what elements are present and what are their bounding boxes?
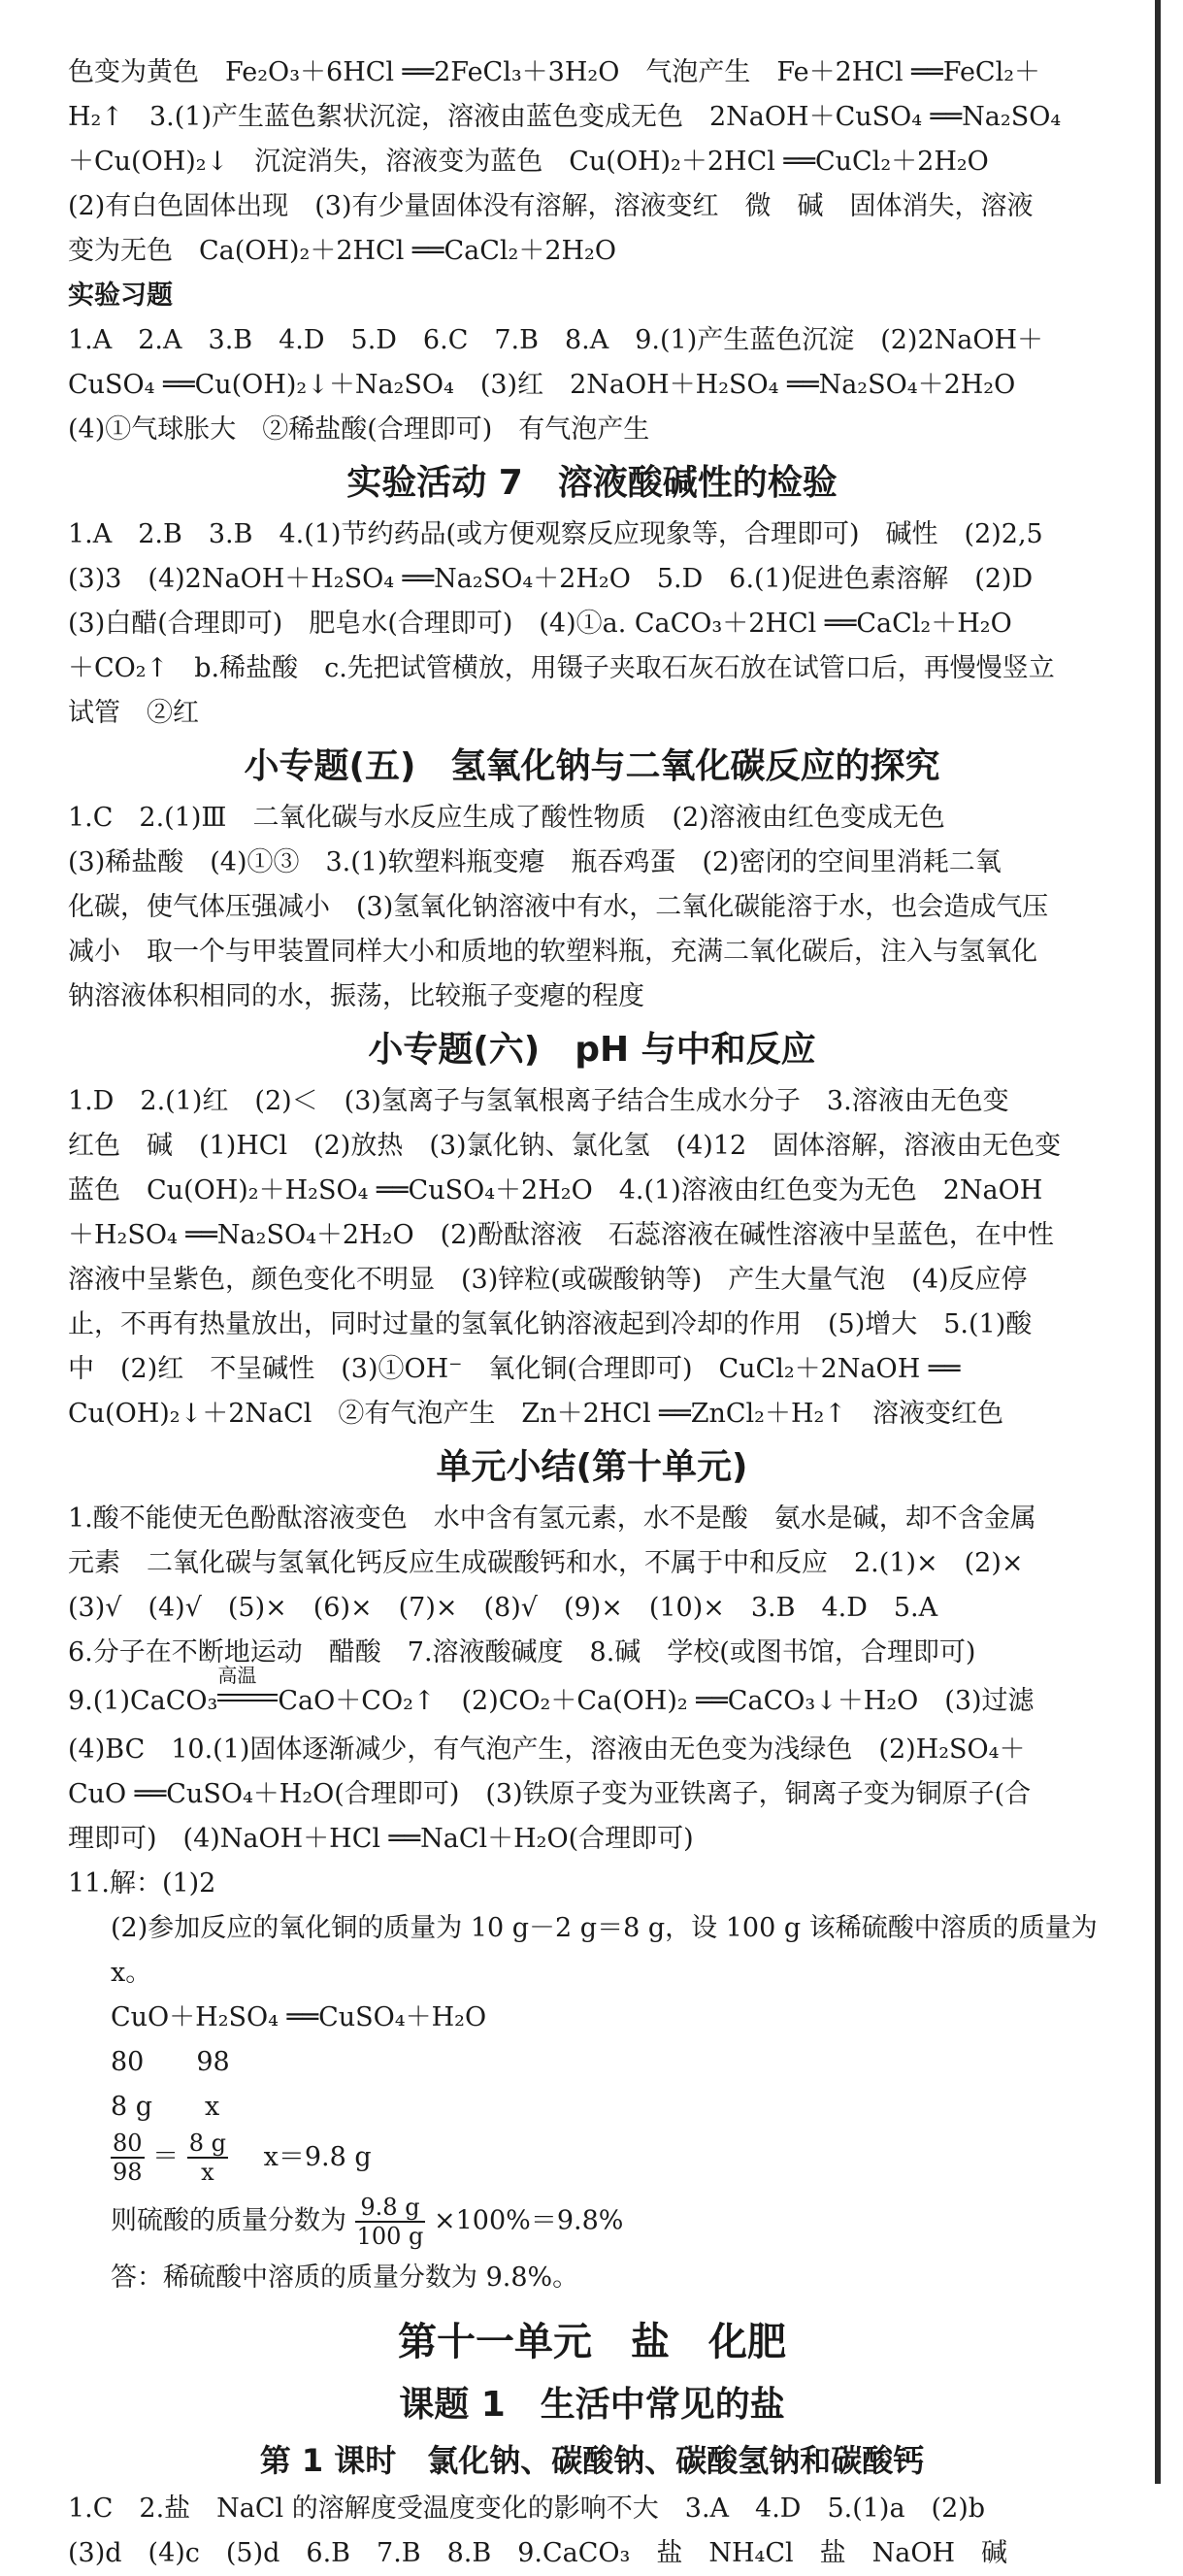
text-line: (4)①气球胀大 ②稀盐酸(合理即可) 有气泡产生 bbox=[68, 414, 650, 445]
mass-fraction-prefix: 则硫酸的质量分数为 bbox=[111, 2205, 346, 2236]
molar-mass-line: 80 98 bbox=[111, 2047, 230, 2077]
mass-line: 8 g x bbox=[111, 2092, 220, 2122]
text-line: (3)d (4)c (5)d 6.B 7.B 8.B 9.CaCO₃ 盐 NH₄Cl 盐 NaOH 碱 bbox=[68, 2538, 1008, 2568]
text-line: H₂↑ 3.(1)产生蓝色絮状沉淀，溶液由蓝色变成无色 2NaOH＋CuSO₄ ══Na₂SO₄ bbox=[68, 102, 1062, 132]
text-line: (3)3 (4)2NaOH＋H₂SO₄ ══Na₂SO₄＋2H₂O 5.D 6.(1)促进色素溶解 (2)D bbox=[68, 564, 1034, 594]
text-line: CuO ══CuSO₄＋H₂O(合理即可) (3)铁原子变为亚铁离子，铜离子变为铜原子(合 bbox=[68, 1779, 1032, 1809]
top-continuation-block bbox=[68, 50, 1116, 274]
fraction bbox=[355, 2194, 426, 2250]
text-line: 止，不再有热量放出，同时过量的氢氧化钠溶液起到冷却的作用 (5)增大 5.(1)酸 bbox=[68, 1309, 1033, 1339]
text-line: (2)参加反应的氧化铜的质量为 10 g－2 g＝8 g，设 100 g 该稀硫酸中溶质的质量为 bbox=[111, 1913, 1098, 1943]
equation-line: CuO＋H₂SO₄ ══CuSO₄＋H₂O bbox=[111, 2002, 487, 2032]
result-text: x＝9.8 g bbox=[263, 2141, 372, 2172]
text-line: 减小 取一个与甲装置同样大小和质地的软塑料瓶，充满二氧化碳后，注入与氢氧化 bbox=[68, 937, 1037, 967]
experiment-exercises-title: 实验习题 bbox=[68, 281, 173, 311]
text-line: 变为无色 Ca(OH)₂＋2HCl ══CaCl₂＋2H₂O bbox=[68, 236, 616, 266]
unit-heading: 第十一单元 盐 化肥 bbox=[398, 2320, 786, 2364]
fraction-numerator: 9.8 g bbox=[355, 2194, 426, 2223]
page-edge-shadow bbox=[1155, 0, 1161, 2484]
unit-summary-block bbox=[68, 1497, 1116, 1862]
text-line: ＋H₂SO₄ ══Na₂SO₄＋2H₂O (2)酚酞溶液 石蕊溶液在碱性溶液中呈蓝色，在中性 bbox=[68, 1220, 1054, 1250]
text-line: ＋CO₂↑ b.稀盐酸 c.先把试管横放，用镊子夹取石灰石放在试管口后，再慢慢竖立 bbox=[68, 653, 1055, 683]
text-line: Cu(OH)₂↓＋2NaCl ②有气泡产生 Zn＋2HCl ══ZnCl₂＋H₂↑ 溶液变红色 bbox=[68, 1399, 1003, 1429]
text-line: 理即可) (4)NaOH＋HCl ══NaCl＋H₂O(合理即可) bbox=[68, 1824, 694, 1854]
text-line: 蓝色 Cu(OH)₂＋H₂SO₄ ══CuSO₄＋2H₂O 4.(1)溶液由红色变为无色 2NaOH bbox=[68, 1175, 1043, 1205]
question-11-solution bbox=[68, 1862, 1116, 2300]
fraction-denominator: 100 g bbox=[356, 2223, 424, 2250]
answer-line: 答：稀硫酸中溶质的质量分数为 9.8%。 bbox=[111, 2262, 579, 2293]
text-line: 6.分子在不断地运动 醋酸 7.溶液酸碱度 8.碱 学校(或图书馆，合理即可) bbox=[68, 1637, 976, 1668]
text-line-with-condition bbox=[68, 1664, 1116, 1728]
text-line: 色变为黄色 Fe₂O₃＋6HCl ══2FeCl₃＋3H₂O 气泡产生 Fe＋2HCl ══FeCl₂＋ bbox=[68, 57, 1041, 87]
text-line: (3)稀盐酸 (4)①③ 3.(1)软塑料瓶变瘪 瓶吞鸡蛋 (2)密闭的空间里消耗二氧 bbox=[68, 847, 1002, 877]
equation-rest: CaO＋CO₂↑ (2)CO₂＋Ca(OH)₂ ══CaCO₃↓＋H₂O (3)过滤 bbox=[278, 1686, 1035, 1716]
text-line: 中 (2)红 不呈碱性 (3)①OH⁻ 氧化铜(合理即可) CuCl₂＋2NaOH ══ bbox=[68, 1354, 961, 1384]
text-line: 1.C 2.(1)Ⅲ 二氧化碳与水反应生成了酸性物质 (2)溶液由红色变成无色 bbox=[68, 803, 945, 833]
period-heading: 第 1 课时 氯化钠、碳酸钠、碳酸氢钠和碳酸钙 bbox=[259, 2442, 925, 2479]
text-line: (2)有白色固体出现 (3)有少量固体没有溶解，溶液变红 微 碱 固体消失，溶液 bbox=[68, 191, 1034, 221]
lesson-1-block bbox=[68, 2487, 1116, 2576]
section-heading-activity-7: 实验活动 7 溶液酸碱性的检验 bbox=[346, 463, 838, 503]
equals-bar bbox=[217, 1694, 278, 1701]
topic-5-block bbox=[68, 796, 1116, 1019]
fraction-numerator: 80 bbox=[113, 2130, 143, 2157]
result-text: ×100%＝9.8% bbox=[434, 2205, 624, 2236]
text-line: 1.酸不能使无色酚酞溶液变色 水中含有氢元素，水不是酸 氨水是碱，却不含金属 bbox=[68, 1503, 1036, 1534]
equation-start: 9.(1)CaCO₃ bbox=[68, 1686, 218, 1716]
text-line: 1.A 2.A 3.B 4.D 5.D 6.C 7.B 8.A 9.(1)产生蓝色沉淀 (2)2NaOH＋ bbox=[68, 325, 1044, 355]
lesson-heading: 课题 1 生活中常见的盐 bbox=[399, 2385, 785, 2425]
text-line: 溶液中呈紫色，颜色变化不明显 (3)锌粒(或碳酸钠等) 产生大量气泡 (4)反应停 bbox=[68, 1265, 1028, 1295]
fraction-denominator: x bbox=[201, 2159, 214, 2186]
text-line: CuSO₄ ══Cu(OH)₂↓＋Na₂SO₄ (3)红 2NaOH＋H₂SO₄ ══Na₂SO₄＋2H₂O bbox=[68, 370, 1016, 400]
proportion-line bbox=[68, 2130, 1116, 2186]
text-line: 钠溶液体积相同的水，振荡，比较瓶子变瘪的程度 bbox=[68, 981, 644, 1011]
text-line: x。 bbox=[111, 1958, 152, 1988]
fraction-denominator: 98 bbox=[113, 2159, 143, 2186]
text-line: 1.A 2.B 3.B 4.(1)节约药品(或方便观察反应现象等，合理即可) 碱性 (2)2,5 bbox=[68, 519, 1043, 549]
text-line: 1.C 2.盐 NaCl 的溶解度受温度变化的影响不大 3.A 4.D 5.(1)a (2)b bbox=[68, 2493, 986, 2524]
text-line: 11.解：(1)2 bbox=[68, 1868, 216, 1899]
answer-content bbox=[68, 50, 1116, 2576]
text-line: 化碳，使气体压强减小 (3)氢氧化钠溶液中有水，二氧化碳能溶于水，也会造成气压 bbox=[68, 892, 1049, 922]
section-heading-unit-summary: 单元小结(第十单元) bbox=[436, 1447, 748, 1487]
reaction-condition-arrow bbox=[217, 1664, 278, 1709]
text-line: (3)√ (4)√ (5)× (6)× (7)× (8)√ (9)× (10)× 3.B 4.D 5.A bbox=[68, 1593, 938, 1623]
topic-6-block bbox=[68, 1079, 1116, 1437]
section-heading-topic-5: 小专题(五) 氢氧化钠与二氧化碳反应的探究 bbox=[244, 746, 940, 786]
mass-fraction-line bbox=[68, 2194, 1116, 2250]
text-line: 试管 ②红 bbox=[68, 698, 199, 728]
text-line: ＋Cu(OH)₂↓ 沉淀消失，溶液变为蓝色 Cu(OH)₂＋2HCl ══CuCl₂＋2H₂O bbox=[68, 147, 989, 177]
text-line: (3)白醋(合理即可) 肥皂水(合理即可) (4)①a. CaCO₃＋2HCl ══CaCl₂＋H₂O bbox=[68, 609, 1012, 639]
fraction-numerator: 8 g bbox=[188, 2130, 226, 2157]
experiment-exercises-block bbox=[68, 318, 1116, 452]
fraction bbox=[111, 2130, 145, 2186]
activity-7-block bbox=[68, 512, 1116, 736]
text-line: 红色 碱 (1)HCl (2)放热 (3)氯化钠、氯化氢 (4)12 固体溶解，溶液由无色变 bbox=[68, 1131, 1062, 1161]
equals-sign: ＝ bbox=[152, 2141, 180, 2172]
section-heading-topic-6: 小专题(六) pH 与中和反应 bbox=[368, 1030, 816, 1070]
condition-label: 高温 bbox=[217, 1664, 257, 1687]
text-line: 1.D 2.(1)红 (2)＜ (3)氢离子与氢氧根离子结合生成水分子 3.溶液由无色变 bbox=[68, 1086, 1009, 1116]
fraction bbox=[187, 2130, 228, 2186]
text-line: (4)BC 10.(1)固体逐渐减少，有气泡产生，溶液由无色变为浅绿色 (2)H₂SO₄＋ bbox=[68, 1734, 1026, 1765]
text-line: 元素 二氧化碳与氢氧化钙反应生成碳酸钙和水，不属于中和反应 2.(1)× (2)× bbox=[68, 1548, 1024, 1578]
